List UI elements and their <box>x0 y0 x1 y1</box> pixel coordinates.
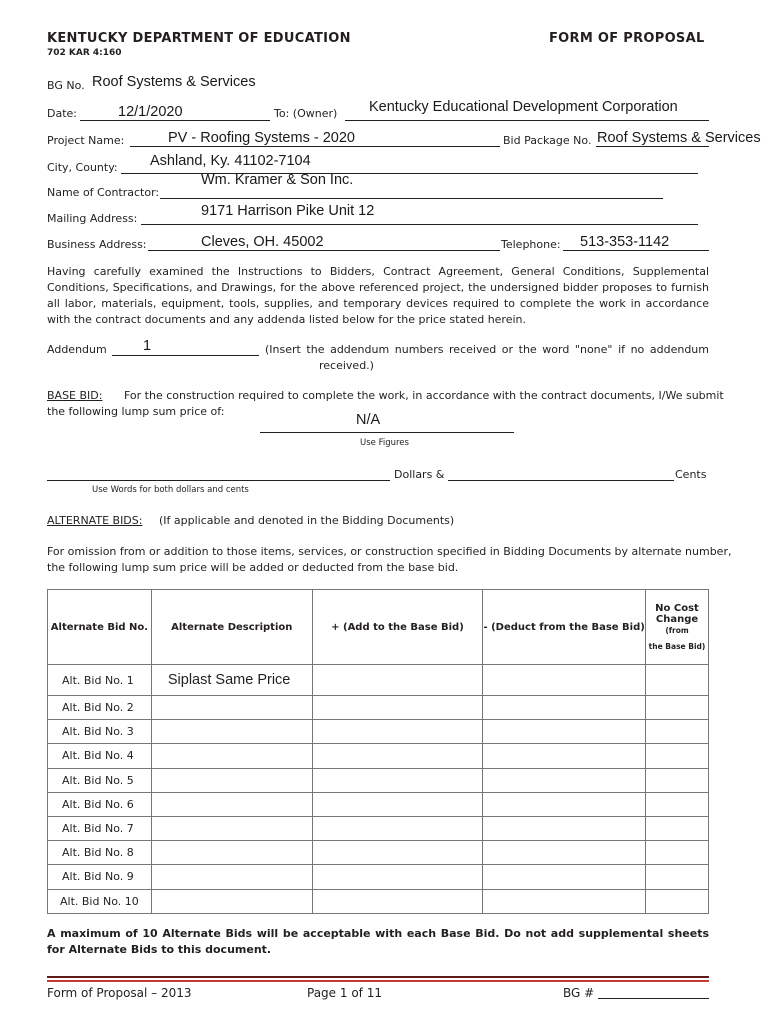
alt-description-cell[interactable] <box>151 792 312 816</box>
col-no-cost-change <box>646 590 709 665</box>
deduct-amount-cell[interactable] <box>483 665 646 696</box>
footer-page-number: Page 1 of 11 <box>307 986 382 1000</box>
deduct-amount-cell[interactable] <box>483 889 646 913</box>
table-row <box>48 665 709 696</box>
deduct-amount-cell[interactable] <box>483 865 646 889</box>
form-title: FORM OF PROPOSAL <box>549 31 705 46</box>
table-row <box>48 720 709 744</box>
dollars-label: Dollars & <box>394 468 445 481</box>
project-underline <box>130 146 500 147</box>
addendum-note-line2: received.) <box>319 359 374 372</box>
alt-bid-no-cell: Alt. Bid No. 9 <box>48 865 152 889</box>
footer-bg-label: BG # <box>563 986 595 1000</box>
table-row <box>48 696 709 720</box>
alt-description-cell[interactable] <box>151 768 312 792</box>
alt-description-cell[interactable] <box>151 865 312 889</box>
figures-underline <box>260 432 514 433</box>
add-amount-cell[interactable] <box>312 792 483 816</box>
no-cost-line1: No Cost <box>655 603 699 614</box>
addendum-underline <box>112 355 259 356</box>
alt-description-cell[interactable] <box>151 744 312 768</box>
no-cost-line2 <box>646 614 708 636</box>
business-address-label: Business Address: <box>47 238 147 251</box>
city-county-label: City, County: <box>47 161 118 174</box>
alt-bid-no-cell: Alt. Bid No. 5 <box>48 768 152 792</box>
alt-bid-no-cell: Alt. Bid No. 7 <box>48 816 152 840</box>
bid-package-value[interactable]: Roof Systems & Services <box>597 130 761 146</box>
intro-paragraph: Having carefully examined the Instructions to Bidders, Contract Agreement, General Conditions, Supplemental Conditions, Specifications, and Drawings, for the above referenced project, the undersigned bidder proposes to furnish all labor, materials, equipment, tools, supplies, and temporary devices required to complete the work in accordance with the contract documents and any addenda listed below for the price stated herein. <box>47 265 709 326</box>
table-row <box>48 768 709 792</box>
agency-name: KENTUCKY DEPARTMENT OF EDUCATION <box>47 31 351 46</box>
table-row <box>48 792 709 816</box>
add-amount-cell[interactable] <box>312 865 483 889</box>
cents-words-underline[interactable] <box>448 480 674 481</box>
alternate-bids-body <box>48 665 709 914</box>
alt-bid-no-cell: Alt. Bid No. 10 <box>48 889 152 913</box>
alternate-bids-limit-note: A maximum of 10 Alternate Bids will be acceptable with each Base Bid. Do not add supplemental sheets for Alternate Bids to this document. <box>47 927 709 956</box>
deduct-amount-cell[interactable] <box>483 720 646 744</box>
telephone-label: Telephone: <box>501 238 561 251</box>
alt-description-cell[interactable] <box>151 816 312 840</box>
col-alternate-description: Alternate Description <box>151 590 312 665</box>
no-cost-cell[interactable] <box>646 665 709 696</box>
date-value[interactable]: 12/1/2020 <box>118 104 183 120</box>
table-row <box>48 744 709 768</box>
contractor-underline <box>160 198 663 199</box>
add-amount-cell[interactable] <box>312 696 483 720</box>
add-amount-cell[interactable] <box>312 841 483 865</box>
footer-bg-underline[interactable] <box>598 998 709 999</box>
no-cost-cell[interactable] <box>646 768 709 792</box>
city-county-value[interactable]: Ashland, Ky. 41102-7104 <box>150 153 311 169</box>
no-cost-from-label: (from <box>665 626 689 635</box>
base-bid-text-line1: For the construction required to complete the work, in accordance with the contract documents, I/We submit <box>124 389 724 402</box>
telephone-value[interactable]: 513-353-1142 <box>580 234 670 250</box>
base-bid-text-line2: the following lump sum price of: <box>47 405 225 418</box>
add-amount-cell[interactable] <box>312 768 483 792</box>
bid-package-label: Bid Package No. <box>503 134 592 147</box>
deduct-amount-cell[interactable] <box>483 792 646 816</box>
alt-description-cell[interactable]: Siplast Same Price <box>151 665 312 696</box>
no-cost-change-label: Change <box>655 614 699 625</box>
alternate-bids-heading: ALTERNATE BIDS: <box>47 514 143 527</box>
add-amount-cell[interactable] <box>312 816 483 840</box>
footer-rule-red <box>47 980 709 982</box>
table-row <box>48 841 709 865</box>
words-caption: Use Words for both dollars and cents <box>92 485 249 495</box>
telephone-underline <box>563 250 709 251</box>
table-row <box>48 816 709 840</box>
deduct-amount-cell[interactable] <box>483 744 646 768</box>
alternate-bids-heading-note: (If applicable and denoted in the Bidding Documents) <box>159 514 455 527</box>
alt-description-cell[interactable] <box>151 720 312 744</box>
alternate-bids-text-line2: the following lump sum price will be added or deducted from the base bid. <box>47 561 459 574</box>
mailing-address-value[interactable]: 9171 Harrison Pike Unit 12 <box>201 203 375 219</box>
bg-no-value[interactable]: Roof Systems & Services <box>92 74 256 90</box>
no-cost-cell[interactable] <box>646 816 709 840</box>
alt-bid-no-cell: Alt. Bid No. 8 <box>48 841 152 865</box>
no-cost-cell[interactable] <box>646 889 709 913</box>
cents-label: Cents <box>675 468 707 481</box>
footer-rule-dark <box>47 976 709 978</box>
alt-bid-no-cell: Alt. Bid No. 3 <box>48 720 152 744</box>
no-cost-cell[interactable] <box>646 720 709 744</box>
table-row <box>48 865 709 889</box>
owner-value[interactable]: Kentucky Educational Development Corporation <box>369 99 678 115</box>
deduct-amount-cell[interactable] <box>483 816 646 840</box>
mailing-address-label: Mailing Address: <box>47 212 138 225</box>
business-underline <box>148 250 500 251</box>
alt-description-cell[interactable] <box>151 841 312 865</box>
business-address-value[interactable]: Cleves, OH. 45002 <box>201 234 324 250</box>
col-deduct-from-base-bid: - (Deduct from the Base Bid) <box>483 590 646 665</box>
no-cost-base-bid-label: the Base Bid) <box>648 642 706 651</box>
no-cost-cell[interactable] <box>646 792 709 816</box>
no-cost-cell[interactable] <box>646 865 709 889</box>
alt-bid-no-cell: Alt. Bid No. 4 <box>48 744 152 768</box>
base-bid-heading: BASE BID: <box>47 389 103 402</box>
alt-bid-no-cell: Alt. Bid No. 2 <box>48 696 152 720</box>
add-amount-cell[interactable] <box>312 665 483 696</box>
date-label: Date: <box>47 107 77 120</box>
base-bid-figure-value[interactable]: N/A <box>356 412 381 428</box>
table-row <box>48 889 709 913</box>
addendum-label: Addendum <box>47 343 107 356</box>
add-amount-cell[interactable] <box>312 720 483 744</box>
alternate-bids-text-line1: For omission from or addition to those items, services, or construction specified in Bidding Documents by alternate number, <box>47 545 732 558</box>
table-header-row <box>48 590 709 665</box>
contractor-label: Name of Contractor: <box>47 186 160 199</box>
deduct-amount-cell[interactable] <box>483 696 646 720</box>
col-alternate-bid-no: Alternate Bid No. <box>48 590 152 665</box>
bg-no-label: BG No. <box>47 79 85 92</box>
owner-underline <box>345 120 709 121</box>
col-add-to-base-bid: + (Add to the Base Bid) <box>312 590 483 665</box>
alt-bid-no-cell: Alt. Bid No. 1 <box>48 665 152 696</box>
contractor-value[interactable]: Wm. Kramer & Son Inc. <box>201 172 354 188</box>
addendum-note-line1: (Insert the addendum numbers received or the word "none" if no addendum <box>265 343 709 356</box>
project-name-value[interactable]: PV - Roofing Systems - 2020 <box>168 130 355 146</box>
no-cost-cell[interactable] <box>646 744 709 768</box>
mailing-underline <box>141 224 698 225</box>
alt-description-cell[interactable] <box>151 889 312 913</box>
deduct-amount-cell[interactable] <box>483 841 646 865</box>
deduct-amount-cell[interactable] <box>483 768 646 792</box>
alt-bid-no-cell: Alt. Bid No. 6 <box>48 792 152 816</box>
alternate-bids-table <box>47 589 709 914</box>
date-underline <box>80 120 270 121</box>
no-cost-cell[interactable] <box>646 841 709 865</box>
footer-form-name: Form of Proposal – 2013 <box>47 986 192 1000</box>
add-amount-cell[interactable] <box>312 889 483 913</box>
bid-package-underline <box>596 146 709 147</box>
add-amount-cell[interactable] <box>312 744 483 768</box>
project-name-label: Project Name: <box>47 134 125 147</box>
addendum-value[interactable]: 1 <box>143 338 152 354</box>
alt-description-cell[interactable] <box>151 696 312 720</box>
owner-label: To: (Owner) <box>274 107 338 120</box>
figures-caption: Use Figures <box>360 438 409 448</box>
regulation-code: 702 KAR 4:160 <box>47 48 122 58</box>
no-cost-cell[interactable] <box>646 696 709 720</box>
dollars-words-underline[interactable] <box>47 480 390 481</box>
